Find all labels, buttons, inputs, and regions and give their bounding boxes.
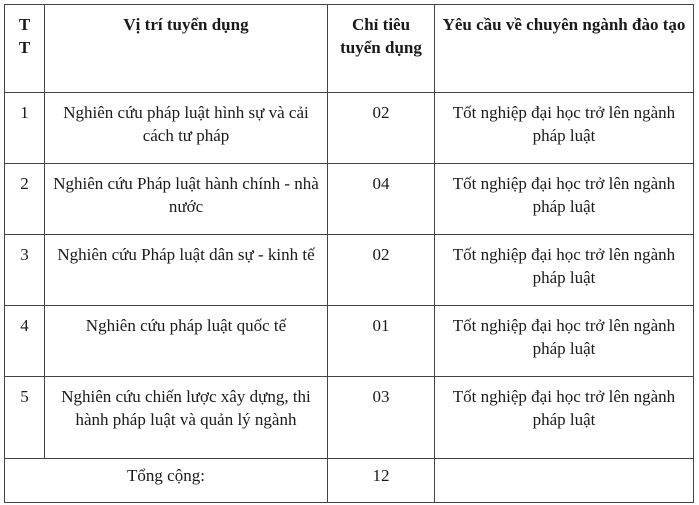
recruitment-table xyxy=(4,4,694,503)
row-position: Nghiên cứu pháp luật hình sự và cải cách tư pháp xyxy=(45,93,328,164)
row-index: 4 xyxy=(5,306,45,377)
header-position: Vị trí tuyển dụng xyxy=(45,5,328,93)
total-value: 12 xyxy=(328,459,435,503)
row-requirement: Tốt nghiệp đại học trở lên ngành pháp luật xyxy=(435,306,694,377)
table-row xyxy=(5,235,694,306)
header-tt xyxy=(5,5,45,93)
row-quota: 03 xyxy=(328,377,435,459)
header-quota: Chỉ tiêu tuyển dụng xyxy=(328,5,435,93)
row-quota: 02 xyxy=(328,235,435,306)
row-position: Nghiên cứu pháp luật quốc tế xyxy=(45,306,328,377)
row-quota: 04 xyxy=(328,164,435,235)
row-quota: 01 xyxy=(328,306,435,377)
header-tt-text: TT xyxy=(18,15,31,57)
row-position: Nghiên cứu chiến lược xây dựng, thi hành pháp luật và quản lý ngành xyxy=(45,377,328,459)
total-empty-cell xyxy=(435,459,694,503)
table-row xyxy=(5,93,694,164)
row-index: 3 xyxy=(5,235,45,306)
row-requirement: Tốt nghiệp đại học trở lên ngành pháp luật xyxy=(435,235,694,306)
table-row xyxy=(5,306,694,377)
row-index: 1 xyxy=(5,93,45,164)
row-requirement: Tốt nghiệp đại học trở lên ngành pháp luật xyxy=(435,93,694,164)
header-requirement: Yêu cầu về chuyên ngành đào tạo xyxy=(435,5,694,93)
total-label: Tổng cộng: xyxy=(5,459,328,503)
row-position: Nghiên cứu Pháp luật dân sự - kinh tế xyxy=(45,235,328,306)
row-quota: 02 xyxy=(328,93,435,164)
row-requirement: Tốt nghiệp đại học trở lên ngành pháp luật xyxy=(435,377,694,459)
row-index: 5 xyxy=(5,377,45,459)
row-requirement: Tốt nghiệp đại học trở lên ngành pháp luật xyxy=(435,164,694,235)
row-position: Nghiên cứu Pháp luật hành chính - nhà nước xyxy=(45,164,328,235)
table-row xyxy=(5,377,694,459)
total-row xyxy=(5,459,694,503)
table-header-row xyxy=(5,5,694,93)
table-row xyxy=(5,164,694,235)
row-index: 2 xyxy=(5,164,45,235)
